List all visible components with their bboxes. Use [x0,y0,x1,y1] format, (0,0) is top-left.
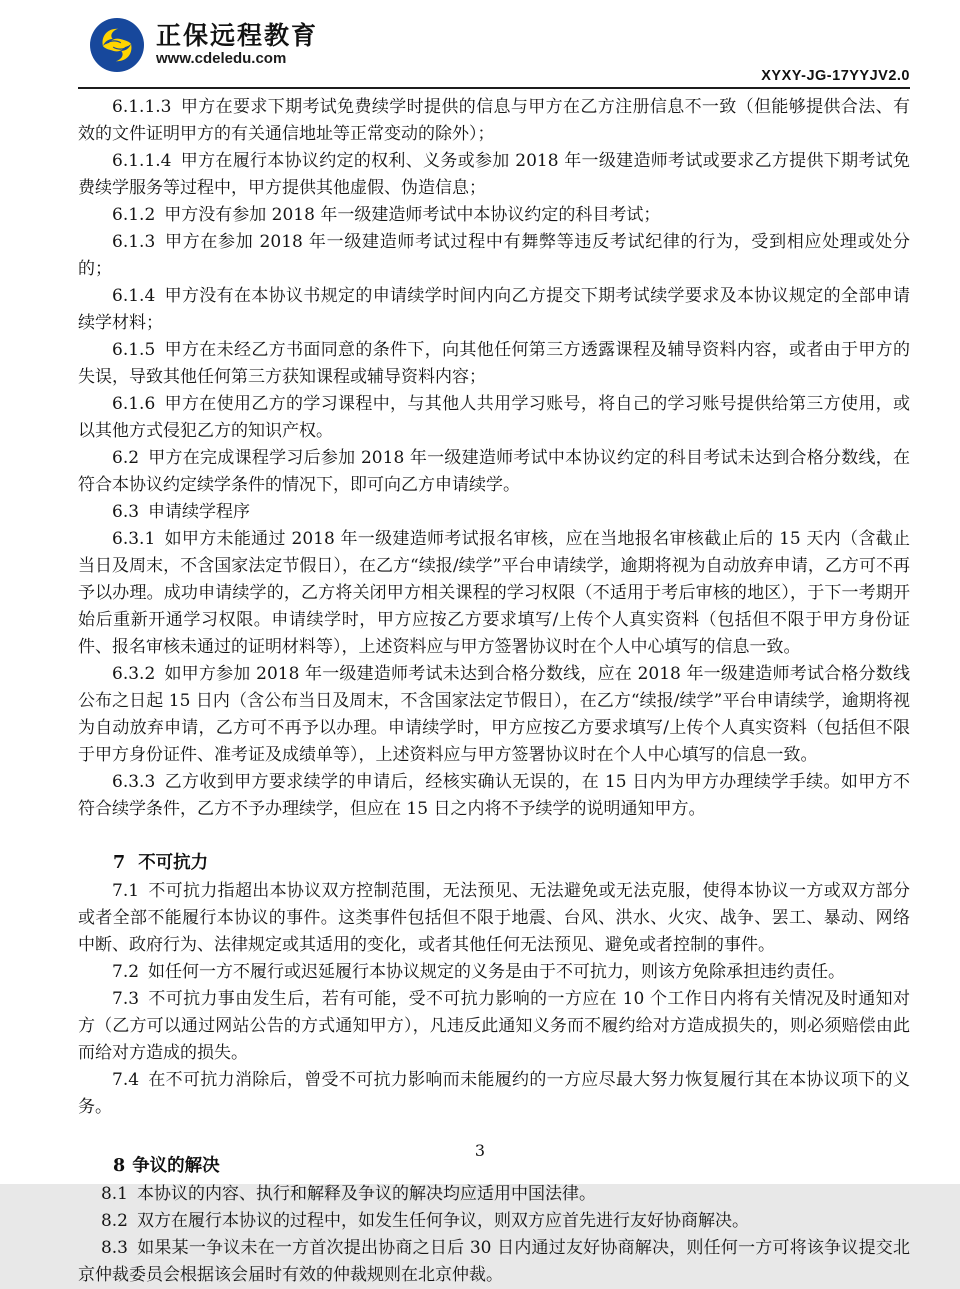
header-divider [78,87,910,89]
clause-number: 6.1.1.3 [112,97,172,117]
contract-body [78,94,910,1289]
clause-6-1-1-4 [78,148,910,202]
clause-number: 6.1.2 [112,205,156,225]
clause-7-3 [78,986,910,1067]
clause-text: 申请续学程序 [148,502,251,522]
clause-text: 甲方在参加 2018 年一级建造师考试过程中有舞弊等违反考试纪律的行为，受到相应处理或处分的； [78,232,910,279]
clause-text: 不可抗力指超出本协议双方控制范围，无法预见、无法避免或无法克服，使得本协议一方或双方部分或者全部不能履行本协议的事件。这类事件包括但不限于地震、台风、洪水、火灾、战争、罢工、暴动、网络中断、政府行为、法律规定或其适用的变化，或者其他任何无法预见、避免或者控制的事件。 [78,881,910,955]
clause-7-2 [78,959,910,986]
clause-6-2 [78,445,910,499]
clause-text: 乙方收到甲方要求续学的申请后，经核实确认无误的，在 15 日内为甲方办理续学手续。如甲方不符合续学条件，乙方不予办理续学，但应在 15 日之内将不予续学的说明通知甲方。 [78,772,910,819]
clause-text: 甲方在未经乙方书面同意的条件下，向其他任何第三方透露课程及辅导资料内容，或者由于甲方的失误，导致其他任何第三方获知课程或辅导资料内容； [78,340,910,387]
clause-6-1-2 [78,202,910,229]
clause-number: 7.1 [112,881,140,901]
clause-text: 甲方在要求下期考试免费续学时提供的信息与甲方在乙方注册信息不一致（但能够提供合法、有效的文件证明甲方的有关通信地址等正常变动的除外）； [78,97,910,144]
clause-number: 6.1.6 [112,394,156,414]
clause-number: 6.3 [112,502,140,522]
clause-text: 甲方在使用乙方的学习课程中，与其他人共用学习账号，将自己的学习账号提供给第三方使用，或以其他方式侵犯乙方的知识产权。 [78,394,910,441]
section-7-heading [78,850,910,877]
clause-6-3-2 [78,661,910,769]
clause-text: 不可抗力事由发生后，若有可能，受不可抗力影响的一方应在 10 个工作日内将有关情况及时通知对方（乙方可以通过网站公告的方式通知甲方），凡违反此通知义务而不履约给对方造成损失的，则必须赔偿由此而给对方造成的损失。 [78,989,910,1063]
clause-number: 6.1.3 [112,232,156,252]
clause-number: 8.3 [100,1238,128,1258]
clause-6-1-5 [78,337,910,391]
clause-text: 如甲方参加 2018 年一级建造师考试未达到合格分数线，应在 2018 年一级建造师考试合格分数线公布之日起 15 日内（含公布当日及周末，不含国家法定节假日），在乙方“续报/续学”平台申请续学，逾期将视为自动放弃申请，乙方可不再予以办理。申请续学时，甲方应按乙方要求填写/上传个人真实资料（包括但不限于甲方身份证件、准考证及成绩单等），上述资料应与甲方签署协议时在个人中心填写的信息一致。 [78,664,910,765]
swirl-globe-logo-icon [90,18,144,72]
clause-number: 7.3 [112,989,140,1009]
clause-6-3-3 [78,769,910,823]
section-number: 7 [113,853,126,873]
clause-text: 如甲方未能通过 2018 年一级建造师考试报名审核，应在当地报名审核截止后的 15 天内（含截止当日及周末，不含国家法定节假日），在乙方“续报/续学”平台申请续学，逾期将视为自动放弃申请，乙方可不再予以办理。成功申请续学的，乙方将关闭甲方相关课程的学习权限（不适用于考后审核的地区），于下一考期开始后重新开通学习权限。申请续学时，甲方应按乙方要求填写/上传个人真实资料（包括但不限于甲方身份证件、报名审核未通过的证明材料等），上述资料应与甲方签署协议时在个人中心填写的信息一致。 [78,529,910,657]
clause-8-3 [78,1235,910,1289]
page-number: 3 [474,1141,486,1160]
clause-number: 6.3.2 [112,664,156,684]
clause-text: 如任何一方不履行或迟延履行本协议规定的义务是由于不可抗力，则该方免除承担违约责任。 [148,962,846,982]
clause-7-4 [78,1067,910,1121]
clause-number: 6.1.4 [112,286,156,306]
clause-number: 6.1.1.4 [112,151,172,171]
clause-text: 如果某一争议未在一方首次提出协商之日后 30 日内通过友好协商解决，则任何一方可将该争议提交北京仲裁委员会根据该会届时有效的仲裁规则在北京仲裁。 [78,1238,910,1285]
brand-text [156,22,318,68]
section-number: 8 [113,1156,126,1176]
clause-number: 7.4 [112,1070,140,1090]
clause-8-2 [78,1208,910,1235]
doc-code: XYXY-JG-17YYJV2.0 [761,68,910,84]
clause-text: 甲方在完成课程学习后参加 2018 年一级建造师考试中本协议约定的科目考试未达到合格分数线，在符合本协议约定续学条件的情况下，即可向乙方申请续学。 [78,448,910,495]
clause-text: 在不可抗力消除后，曾受不可抗力影响而未能履约的一方应尽最大努力恢复履行其在本协议项下的义务。 [78,1070,910,1117]
clause-number: 8.2 [100,1211,128,1231]
clause-number: 6.1.5 [112,340,156,360]
clause-6-1-1-3 [78,94,910,148]
brand-name: 正保远程教育 [156,22,319,50]
clause-text: 甲方没有参加 2018 年一级建造师考试中本协议约定的科目考试； [164,205,661,225]
clause-6-1-4 [78,283,910,337]
clause-7-1 [78,878,910,959]
clause-text: 甲方没有在本协议书规定的申请续学时间内向乙方提交下期考试续学要求及本协议规定的全部申请续学材料； [78,286,910,333]
clause-text: 本协议的内容、执行和解释及争议的解决均应适用中国法律。 [136,1184,596,1204]
brand-logo [90,18,910,72]
clause-number: 8.1 [100,1184,128,1204]
page-header [78,18,910,84]
clause-number: 6.3.1 [112,529,156,549]
clause-6-1-6 [78,391,910,445]
clause-number: 6.3.3 [112,772,156,792]
clause-6-3 [78,499,910,526]
clause-6-3-1 [78,526,910,661]
clause-text: 双方在履行本协议的过程中，如发生任何争议，则双方应首先进行友好协商解决。 [136,1211,749,1231]
clause-number: 6.2 [112,448,140,468]
brand-url: www.cdeledu.com [156,50,287,67]
section-title: 争议的解决 [132,1156,220,1176]
clause-text: 甲方在履行本协议约定的权利、义务或参加 2018 年一级建造师考试或要求乙方提供下期考试免费续学服务等过程中，甲方提供其他虚假、伪造信息； [78,151,910,198]
section-title: 不可抗力 [138,853,209,873]
clause-number: 7.2 [112,962,140,982]
clause-8-1 [78,1181,910,1208]
clause-6-1-3 [78,229,910,283]
